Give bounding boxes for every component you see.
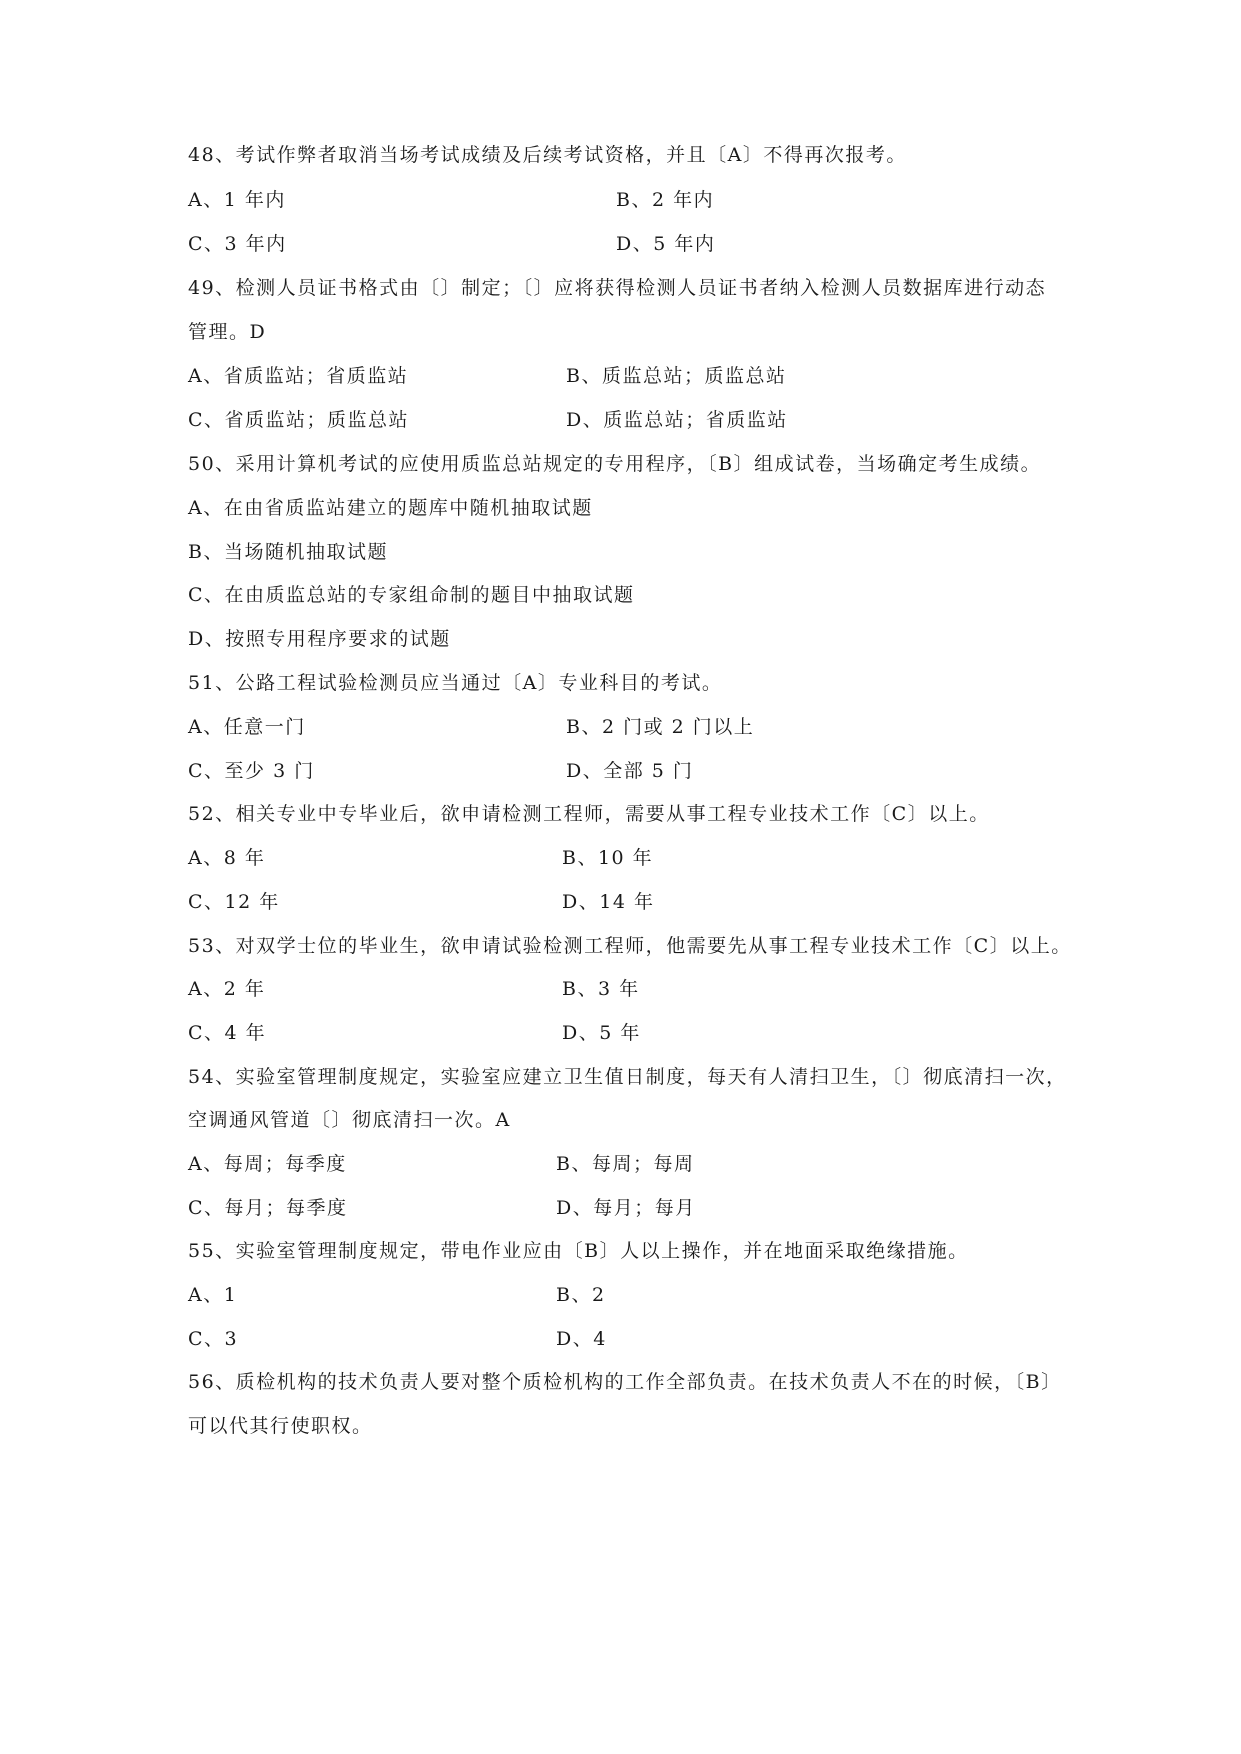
question-50-stem: 50、采用计算机考试的应使用质监总站规定的专用程序，〔B〕组成试卷，当场确定考生成绩。 [188, 453, 1042, 475]
question-56-stem-line1: 56、质检机构的技术负责人要对整个质检机构的工作全部负责。在技术负责人不在的时候，〔B〕 [188, 1371, 1062, 1393]
question-49-option-a: A、省质监站；省质监站 [188, 365, 409, 387]
question-51-option-c: C、至少 3 门 [188, 760, 315, 782]
question-49-stem-line2: 管理。D [188, 321, 267, 343]
question-48-option-d: D、5 年内 [616, 233, 716, 255]
question-55-option-d: D、4 [556, 1328, 607, 1350]
question-50-option-c: C、在由质监总站的专家组命制的题目中抽取试题 [188, 584, 635, 606]
question-54-stem-line2: 空调通风管道〔〕彻底清扫一次。A [188, 1109, 511, 1131]
question-50-option-d: D、按照专用程序要求的试题 [188, 628, 451, 650]
question-53-stem: 53、对双学士位的毕业生，欲申请试验检测工程师，他需要先从事工程专业技术工作〔C〕以上。 [188, 935, 1072, 957]
question-48-option-c: C、3 年内 [188, 233, 287, 255]
question-52-option-c: C、12 年 [188, 891, 280, 913]
question-49-option-b: B、质监总站；质监总站 [566, 365, 787, 387]
question-53-option-c: C、4 年 [188, 1022, 267, 1044]
question-49-option-c: C、省质监站；质监总站 [188, 409, 410, 431]
question-52-option-b: B、10 年 [562, 847, 654, 869]
question-55-option-b: B、2 [556, 1284, 606, 1306]
question-52-option-a: A、8 年 [188, 847, 266, 869]
question-49-stem-line1: 49、检测人员证书格式由〔〕制定；〔〕应将获得检测人员证书者纳入检测人员数据库进行动态 [188, 277, 1047, 299]
question-54-option-c: C、每月；每季度 [188, 1197, 348, 1219]
question-51-stem: 51、公路工程试验检测员应当通过〔A〕专业科目的考试。 [188, 672, 723, 694]
question-51-option-a: A、任意一门 [188, 716, 306, 738]
question-54-stem-line1: 54、实验室管理制度规定，实验室应建立卫生值日制度，每天有人清扫卫生，〔〕彻底清扫一次， [188, 1066, 1067, 1088]
question-48-stem: 48、考试作弊者取消当场考试成绩及后续考试资格，并且〔A〕不得再次报考。 [188, 144, 907, 166]
question-48-option-a: A、1 年内 [188, 189, 286, 211]
question-53-option-a: A、2 年 [188, 978, 266, 1000]
question-55-option-c: C、3 [188, 1328, 239, 1350]
question-54-option-b: B、每周；每周 [556, 1153, 695, 1175]
question-50-option-b: B、当场随机抽取试题 [188, 541, 388, 563]
question-48-option-b: B、2 年内 [616, 189, 715, 211]
question-52-stem: 52、相关专业中专毕业后，欲申请检测工程师，需要从事工程专业技术工作〔C〕以上。 [188, 803, 990, 825]
question-51-option-d: D、全部 5 门 [566, 760, 694, 782]
question-50-option-a: A、在由省质监站建立的题库中随机抽取试题 [188, 497, 593, 519]
question-56-stem-line2: 可以代其行使职权。 [188, 1415, 373, 1437]
question-54-option-a: A、每周；每季度 [188, 1153, 347, 1175]
question-49-option-d: D、质监总站；省质监站 [566, 409, 788, 431]
question-55-stem: 55、实验室管理制度规定，带电作业应由〔B〕人以上操作，并在地面采取绝缘措施。 [188, 1240, 969, 1262]
question-51-option-b: B、2 门或 2 门以上 [566, 716, 755, 738]
question-55-option-a: A、1 [188, 1284, 238, 1306]
question-54-option-d: D、每月；每月 [556, 1197, 696, 1219]
question-52-option-d: D、14 年 [562, 891, 655, 913]
question-53-option-b: B、3 年 [562, 978, 640, 1000]
question-53-option-d: D、5 年 [562, 1022, 641, 1044]
